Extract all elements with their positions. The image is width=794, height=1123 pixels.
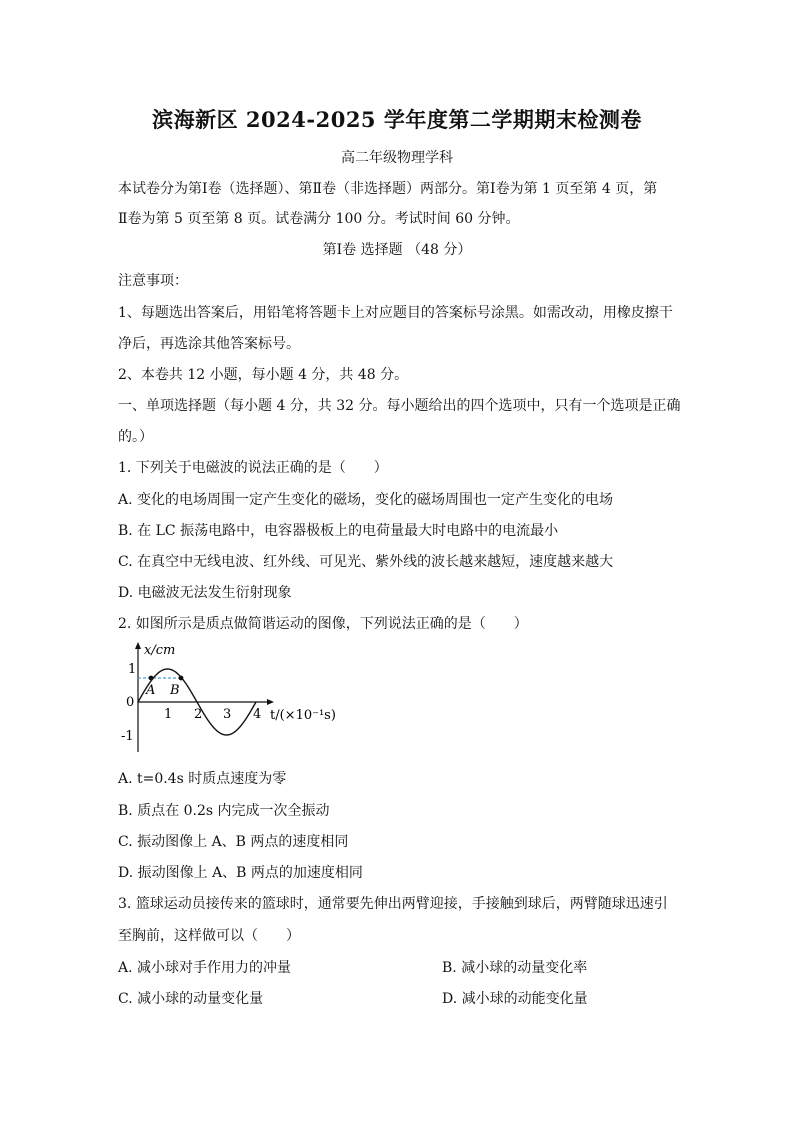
- question-2-option-a: A. t=0.4s 时质点速度为零: [118, 771, 287, 787]
- question-3-stem-line-2: 至胸前，这样做可以（ ）: [118, 928, 300, 944]
- x-tick-label: 4: [253, 707, 262, 722]
- exam-subtitle: 高二年级物理学科: [341, 150, 453, 166]
- question-3-option-d: D. 减小球的动能变化量: [442, 991, 588, 1007]
- question-1-option-c: C. 在真空中无线电波、红外线、可见光、紫外线的波长越来越短，速度越来越大: [118, 554, 614, 570]
- question-3-option-c: C. 减小球的动量变化量: [118, 991, 264, 1007]
- exam-title: 滨海新区 2024-2025 学年度第二学期期末检测卷: [152, 107, 642, 132]
- y-axis-arrow: [135, 642, 141, 649]
- notice-title: 注意事项：: [118, 273, 188, 289]
- question-3-option-b: B. 减小球的动量变化率: [442, 960, 588, 976]
- question-2-option-d: D. 振动图像上 A、B 两点的加速度相同: [118, 865, 363, 881]
- question-2-option-c: C. 振动图像上 A、B 两点的速度相同: [118, 834, 349, 850]
- oscillation-graph: [118, 640, 348, 755]
- question-1-option-a: A. 变化的电场周围一定产生变化的磁场，变化的磁场周围也一定产生变化的电场: [118, 492, 614, 508]
- question-3-option-a: A. 减小球对手作用力的冲量: [118, 960, 292, 976]
- notice-1-line-2: 净后，再选涂其他答案标号。: [118, 336, 300, 352]
- notice-2: 2、本卷共 12 小题，每小题 4 分，共 48 分。: [118, 367, 409, 383]
- point-a: [149, 676, 154, 681]
- question-2-option-b: B. 质点在 0.2s 内完成一次全振动: [118, 803, 330, 819]
- question-3-stem-line-1: 3. 篮球运动员接传来的篮球时，通常要先伸出两臂迎接，手接触到球后，两臂随球迅速引: [118, 896, 668, 912]
- question-1-option-b: B. 在 LC 振荡电路中，电容器极板上的电荷量最大时电路中的电流最小: [118, 523, 559, 539]
- point-a-label: A: [146, 683, 156, 698]
- part-1-heading-line-2: 的。）: [118, 429, 153, 445]
- y-axis-label: x/cm: [144, 643, 176, 658]
- point-b-label: B: [170, 683, 180, 698]
- intro-text-line-2: Ⅱ卷为第 5 页至第 8 页。试卷满分 100 分。考试时间 60 分钟。: [118, 211, 520, 227]
- x-tick-label: 2: [194, 707, 203, 722]
- x-axis-arrow: [267, 699, 274, 705]
- notice-1-line-1: 1、每题选出答案后，用铅笔将答题卡上对应题目的答案标号涂黑。如需改动，用橡皮擦干: [118, 305, 673, 321]
- y-tick-label: 1: [128, 662, 137, 677]
- x-tick-label: 3: [223, 707, 232, 722]
- x-tick-label: 1: [164, 707, 173, 722]
- point-b: [179, 676, 184, 681]
- y-tick-label: 0: [126, 695, 135, 710]
- part-1-heading-line-1: 一、单项选择题（每小题 4 分，共 32 分。每小题给出的四个选项中，只有一个选项是正确: [118, 398, 681, 414]
- question-2-stem: 2. 如图所示是质点做简谐运动的图像，下列说法正确的是（ ）: [118, 616, 528, 632]
- question-1-stem: 1. 下列关于电磁波的说法正确的是（ ）: [118, 460, 388, 476]
- y-tick-label: -1: [121, 729, 134, 744]
- x-axis-label: t/(×10⁻¹s): [270, 708, 336, 723]
- question-1-option-d: D. 电磁波无法发生衍射现象: [118, 585, 292, 601]
- intro-text-line-1: 本试卷分为第Ⅰ卷（选择题）、第Ⅱ卷（非选择题）两部分。第Ⅰ卷为第 1 页至第 4 页，第: [118, 181, 658, 197]
- section-heading: 第Ⅰ卷 选择题 （48 分）: [322, 242, 472, 258]
